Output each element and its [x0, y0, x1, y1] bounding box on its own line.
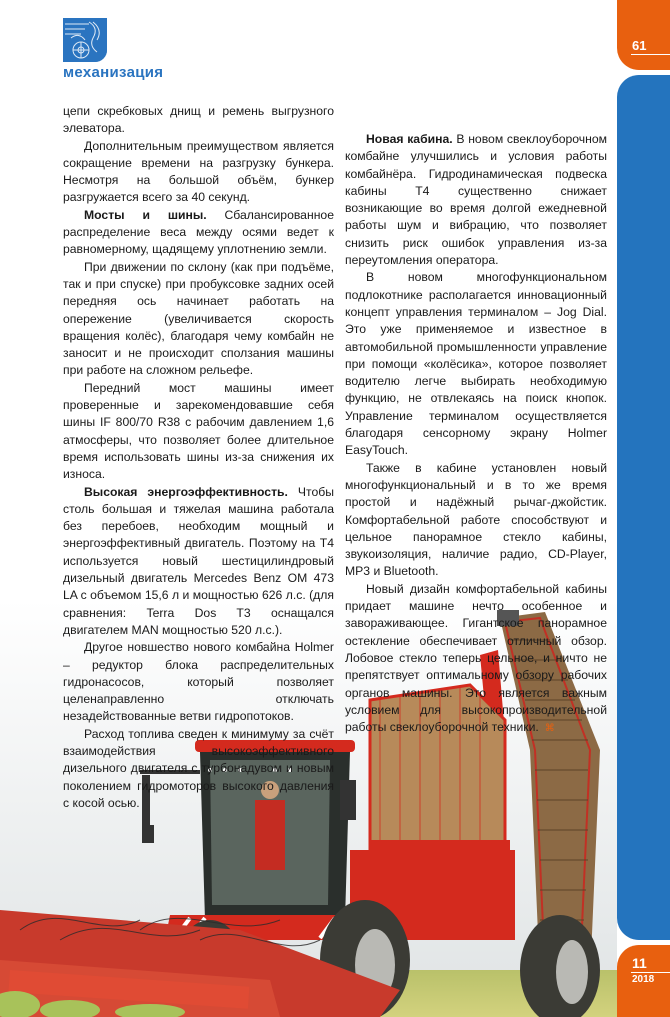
page-number-tab	[617, 0, 670, 70]
paragraph: Дополнительным преимуществом является сокращение времени на разгрузку бункера. Несмотря на большой объём, бункер разгружается всего за 40 секунд.	[63, 138, 334, 205]
subheading: Мосты и шины.	[84, 207, 207, 222]
harvester-wheel-logo-icon	[63, 18, 107, 62]
paragraph: Расход топлива сведен к минимуму за счёт взаимодействия высокоэффективного дизельного двигателя с турбонадувом и новым поколением гидромоторов высокого давления с косой осью.	[63, 726, 334, 810]
paragraph-subheading: Высокая энергоэффективность. Чтобы столь большая и тяжелая машина работала без перебоев, необходим мощный и энергоэффективный двигатель. Поэтому на Т4 используется новый шестицилиндровый дизельный двигатель Mercedes Benz OM 473 LA с объемом 15,6 л и мощностью 626 л.с. (для сравнения: Terra Dos T3 оснащался двигателем MAN мощностью 520 л.с.).	[63, 484, 334, 637]
paragraph-subheading: Мосты и шины. Сбалансированное распределение веса между осями ведет к равномерному, щадящему уплотнению земли.	[63, 207, 334, 257]
article-column-right	[345, 131, 607, 737]
paragraph: Другое новшество нового комбайна Holmer – редуктор блока распределительных гидронасосов, который позволяет целенаправленно отключать незадействованные ветви гидропотоков.	[63, 640, 334, 724]
paragraph: В новом многофункциональном подлокотнике располагается инновационный концепт управления терминалом – Jog Dial. Это уже применяемое и известное в автомобильной промышленности управление при помощи «колёсика», которое позволяет водителю легче выбирать необходимую функцию, не отвлекаясь на поиск кнопок. Управление терминалом осуществляется благодаря сенсорному экрану Holmer EasyTouch.	[345, 270, 607, 458]
page-number: 61	[632, 38, 647, 53]
issue-divider	[631, 972, 670, 973]
section-logo	[63, 18, 107, 62]
page-number-underline	[631, 54, 670, 55]
article-column-left	[63, 103, 334, 812]
paragraph: Передний мост машины имеет проверенные и зарекомендовавшие себя шины IF 800/70 R38 с рабочим давлением 1,6 атмосферы, что позволяет более длительное время использовать шины из-за снижения их износа.	[63, 380, 334, 482]
subheading: Высокая энергоэффективность.	[84, 484, 288, 499]
subheading: Новая кабина.	[366, 132, 453, 146]
paragraph: Новый дизайн комфортабельной кабины придает машине нечто особенное и завораживающее. Гигантское панорамное остекление обеспечивает отличный обзор. Лобовое стекло теперь цельное, и ничто не препятствует оптимальному обзору рабочих органов машины. Это является важным условием для высокопроизводительной работы свеклоуборочной техники. ⌘	[345, 581, 607, 735]
section-title: механизация	[63, 64, 164, 81]
issue-number: 11	[632, 955, 647, 971]
end-of-article-icon: ⌘	[544, 723, 555, 735]
paragraph: При движении по склону (как при подъёме, так и при спуске) при пробуксовке задних осей передняя ось начинает работать на опережение (увеличивается скорость вращения колёс), благодаря чему комбайн не заносит и не происходит сползания машины при работе на сложном рельефе.	[63, 259, 334, 378]
paragraph: Также в кабине установлен новый многофункциональный и в то же время простой и надёжный рычаг-джойстик. Комфортабельной работе способствуют и цельное панорамное стекло кабины, звукоизоляция, наличие радио, CD-Player, MP3 и Bluetooth.	[345, 460, 607, 579]
issue-year: 2018	[632, 974, 655, 985]
side-accent-strip	[617, 75, 670, 940]
paragraph: цепи скребковых днищ и ремень выгрузного элеватора.	[63, 104, 334, 136]
paragraph-subheading: Новая кабина. В новом свеклоуборочном комбайне улучшились и условия работы комбайнёра. Гидродинамическая подвеска кабины Т4 существенно снижает возникающие во время долгой ежедневной работы шум и вибрацию, что позволяет снизить риск ошибок управления из-за переутомления оператора.	[345, 132, 608, 268]
